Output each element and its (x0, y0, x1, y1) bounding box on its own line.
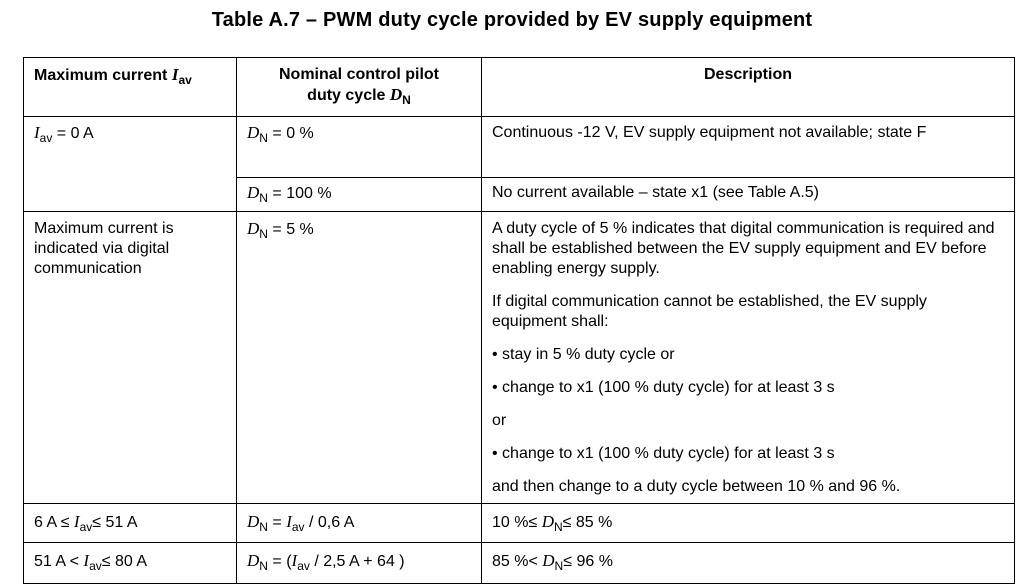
cell-current-range (24, 504, 237, 543)
table-row (24, 117, 1015, 178)
cell-text: / 2,5 A + 64 ) (309, 553, 405, 570)
description-paragraph: A duty cycle of 5 % indicates that digital communication is required and shall be established between the EV supply equipment and EV before enabling energy supply. (492, 220, 995, 277)
header-col2-line2: duty cycle (307, 87, 390, 104)
header-col2-var: D (389, 85, 403, 104)
description-bullet: • change to x1 (100 % duty cycle) for at least 3 s (492, 379, 835, 396)
cell-text: ≤ 85 % (562, 514, 613, 531)
cell-duty-formula (237, 504, 482, 543)
header-col2-line1: Nominal control pilot (279, 66, 439, 83)
header-col2-sub: N (402, 93, 411, 108)
table-row (24, 543, 1015, 584)
header-duty-cycle (237, 58, 482, 117)
table-header-row (24, 58, 1015, 117)
description-bullet: • stay in 5 % duty cycle or (492, 346, 675, 363)
cell-text: / 0,6 A (304, 514, 355, 531)
description-paragraph: and then change to a duty cycle between 10 % and 96 %. (492, 478, 901, 495)
cell-var: D (247, 219, 260, 238)
description-paragraph: No current available – state x1 (see Table A.5) (492, 184, 819, 201)
cell-sub: N (553, 520, 563, 535)
table-title: Table A.7 – PWM duty cycle provided by EV supply equipment (211, 9, 813, 31)
description-bullet: • change to x1 (100 % duty cycle) for at least 3 s (492, 445, 835, 462)
description-paragraph: or (492, 412, 507, 429)
cell-sub: av (39, 131, 53, 146)
cell-sub: N (259, 559, 268, 574)
cell-var: I (286, 512, 292, 531)
cell-text: ≤ 80 A (101, 553, 148, 570)
cell-sub: N (259, 191, 268, 206)
cell-sub: av (89, 559, 102, 574)
cell-var: D (247, 551, 260, 570)
cell-text: 51 A < (34, 553, 84, 570)
description-paragraph: If digital communication cannot be established, the EV supply equipment shall: (492, 293, 927, 330)
cell-text: 85 %< (492, 553, 543, 570)
header-col1-var: I (171, 65, 179, 84)
cell-var: I (83, 551, 90, 570)
cell-sub: N (259, 227, 268, 242)
cell-text: 10 %≤ (492, 514, 542, 531)
cell-sub: av (79, 520, 93, 535)
cell-text: ≤ 51 A (92, 514, 138, 531)
cell-var: D (247, 123, 260, 142)
cell-text: = (267, 514, 287, 531)
cell-iav-zero (24, 117, 237, 212)
cell-digital-communication: Maximum current is indicated via digital communication (24, 212, 237, 504)
cell-dn-five (237, 212, 482, 504)
cell-var: D (542, 551, 555, 570)
cell-sub: av (297, 559, 310, 574)
header-col1-text: Maximum current (34, 67, 172, 84)
cell-var: D (247, 512, 260, 531)
cell-duty-formula (237, 543, 482, 584)
pwm-duty-cycle-table (23, 57, 1015, 584)
cell-text: = 100 % (267, 185, 332, 202)
header-maximum-current (24, 58, 237, 117)
cell-dn-hundred (237, 178, 482, 212)
cell-description (482, 543, 1015, 584)
cell-description (482, 178, 1015, 212)
cell-description (482, 212, 1015, 504)
cell-text: ≤ 96 % (563, 553, 613, 570)
cell-var: I (73, 512, 80, 531)
cell-sub: N (259, 131, 268, 146)
cell-var: D (247, 183, 260, 202)
cell-text: = ( (267, 553, 292, 570)
cell-text: = 0 A (52, 125, 94, 142)
cell-description (482, 117, 1015, 178)
cell-text: = 0 % (267, 125, 314, 142)
cell-description (482, 504, 1015, 543)
cell-var: D (541, 512, 554, 531)
cell-sub: N (259, 520, 268, 535)
table-row (24, 504, 1015, 543)
cell-dn-zero (237, 117, 482, 178)
cell-text: = 5 % (267, 221, 314, 238)
header-col1-sub: av (178, 73, 192, 88)
header-description: Description (482, 58, 1015, 117)
cell-var: I (291, 551, 298, 570)
cell-sub: N (554, 559, 564, 574)
cell-text: 6 A ≤ (34, 514, 74, 531)
table-row (24, 212, 1015, 504)
description-paragraph: Continuous -12 V, EV supply equipment not available; state F (492, 124, 927, 141)
cell-current-range (24, 543, 237, 584)
cell-sub: av (291, 520, 305, 535)
cell-var: I (34, 123, 40, 142)
